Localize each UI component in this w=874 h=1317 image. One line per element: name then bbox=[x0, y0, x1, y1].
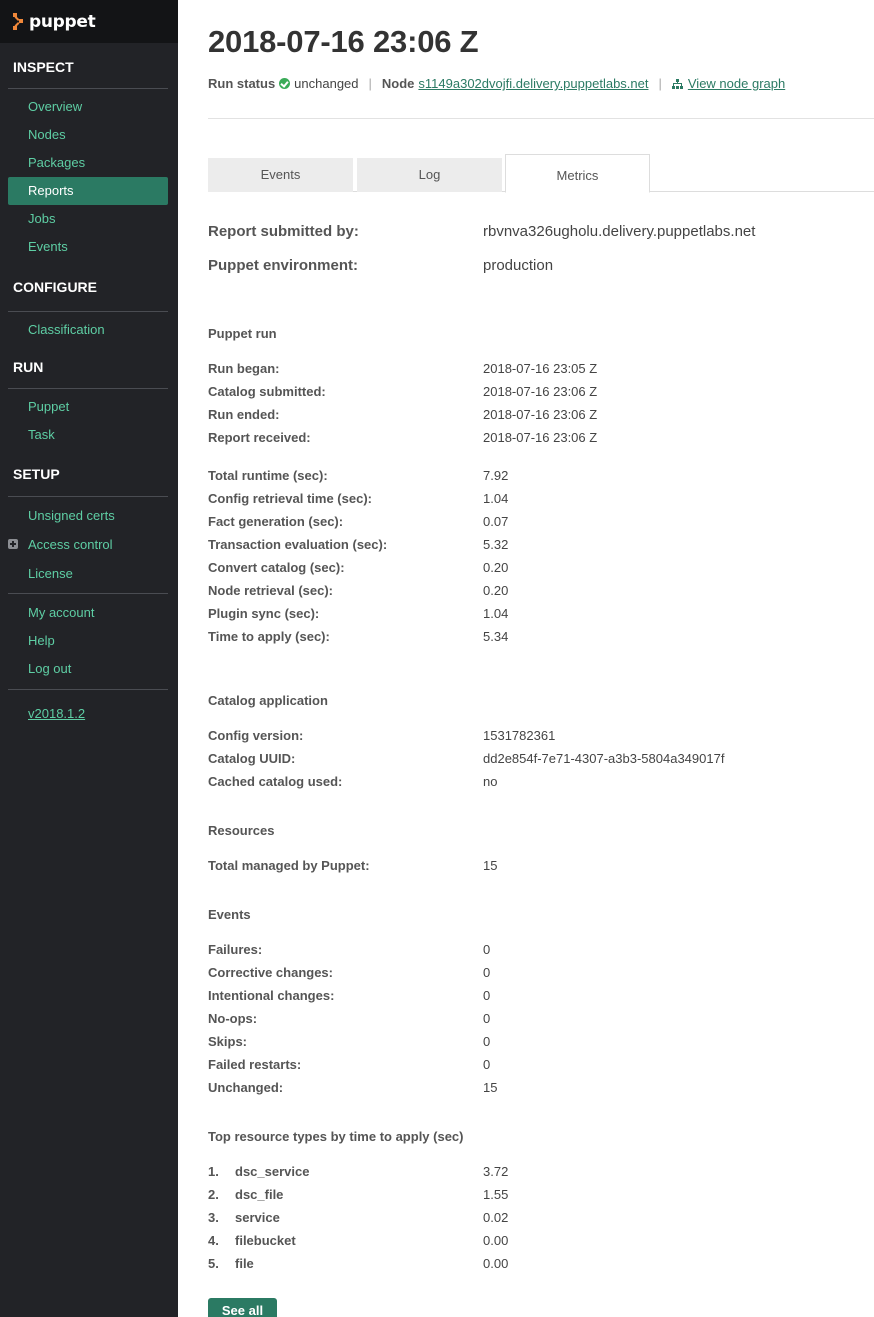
metric-value: 0.00 bbox=[483, 1256, 509, 1271]
summary-label: Puppet environment: bbox=[208, 257, 359, 274]
sidebar-item-label: Unsigned certs bbox=[28, 508, 115, 523]
metric-value: 3.72 bbox=[483, 1164, 509, 1179]
sidebar-item-packages[interactable] bbox=[0, 149, 178, 177]
metric-label: Node retrieval (sec): bbox=[208, 583, 333, 598]
ranked-row bbox=[208, 1185, 848, 1205]
metric-value: 2018-07-16 23:05 Z bbox=[483, 361, 598, 376]
sidebar-item-reports[interactable] bbox=[8, 177, 168, 205]
puppet-logo-icon bbox=[11, 11, 25, 33]
section-title-puppet-run: Puppet run bbox=[208, 326, 277, 341]
sidebar-item-my-account[interactable]: My account bbox=[28, 605, 95, 620]
metric-value: 15 bbox=[483, 1080, 498, 1095]
metric-row bbox=[208, 512, 848, 532]
metric-label: Failed restarts: bbox=[208, 1057, 302, 1072]
sidebar-item-license[interactable] bbox=[0, 559, 178, 588]
metric-label bbox=[208, 1162, 309, 1182]
sidebar-item-unsigned-certs[interactable] bbox=[0, 501, 178, 530]
metric-label: Config version: bbox=[208, 728, 304, 743]
sidebar-item-label: Puppet bbox=[28, 399, 70, 414]
run-status-label: Run status bbox=[208, 76, 276, 91]
page-title: 2018-07-16 23:06 Z bbox=[208, 24, 479, 59]
metric-value: 7.92 bbox=[483, 468, 509, 483]
metric-label: Config retrieval time (sec): bbox=[208, 491, 372, 506]
metric-row bbox=[208, 581, 848, 601]
metric-value: 2018-07-16 23:06 Z bbox=[483, 384, 598, 399]
nav-divider bbox=[8, 88, 168, 89]
nav-section-run: RUN bbox=[13, 359, 44, 375]
sidebar-item-puppet[interactable] bbox=[0, 393, 178, 421]
ranked-row bbox=[208, 1162, 848, 1182]
metric-label: No-ops: bbox=[208, 1011, 258, 1026]
tab-events[interactable]: Events bbox=[208, 158, 353, 192]
metric-row bbox=[208, 856, 848, 876]
app-name: puppet bbox=[29, 11, 96, 32]
metric-row bbox=[208, 749, 848, 769]
metric-label: Unchanged: bbox=[208, 1080, 284, 1095]
metric-value: 0 bbox=[483, 965, 491, 980]
metric-value: 2018-07-16 23:06 Z bbox=[483, 430, 598, 445]
sidebar-item-label: Jobs bbox=[28, 211, 56, 226]
metric-row bbox=[208, 604, 848, 624]
rank-number: 4. bbox=[208, 1233, 219, 1248]
version-link[interactable]: v2018.1.2 bbox=[28, 706, 86, 721]
metric-row bbox=[208, 1009, 848, 1029]
metric-row bbox=[208, 405, 848, 425]
metric-value: no bbox=[483, 774, 498, 789]
metric-value: 0 bbox=[483, 942, 491, 957]
logo-bar[interactable] bbox=[0, 0, 178, 43]
metric-value: 0.20 bbox=[483, 583, 509, 598]
metric-row bbox=[208, 359, 848, 379]
tab-log[interactable]: Log bbox=[357, 158, 502, 192]
section-title-top-resources: Top resource types by time to apply (sec) bbox=[208, 1129, 464, 1144]
section-title-catalog-application: Catalog application bbox=[208, 693, 328, 708]
metric-label: Catalog submitted: bbox=[208, 384, 326, 399]
sidebar-item-classification[interactable] bbox=[0, 316, 178, 344]
metric-row bbox=[208, 428, 848, 448]
metric-label: Fact generation (sec): bbox=[208, 514, 344, 529]
ranked-row bbox=[208, 1208, 848, 1228]
nav-divider bbox=[8, 496, 168, 497]
tab-metrics[interactable]: Metrics bbox=[505, 154, 650, 193]
tab-bar bbox=[208, 154, 874, 192]
metric-value: 1.55 bbox=[483, 1187, 509, 1202]
metric-value: 1.04 bbox=[483, 606, 509, 621]
nav-divider bbox=[8, 388, 168, 389]
header-divider bbox=[208, 118, 874, 119]
divider: | bbox=[658, 76, 662, 91]
section-title-events: Events bbox=[208, 907, 251, 922]
sidebar-item-overview[interactable] bbox=[0, 93, 178, 121]
metric-row bbox=[208, 1078, 848, 1098]
sitemap-icon bbox=[672, 79, 683, 89]
metric-label: Failures: bbox=[208, 942, 263, 957]
expand-plus-icon[interactable] bbox=[8, 539, 18, 549]
metric-row bbox=[208, 726, 848, 746]
nav-list bbox=[0, 43, 178, 728]
metric-value: 15 bbox=[483, 858, 498, 873]
metric-label: Time to apply (sec): bbox=[208, 629, 330, 644]
metric-value: dd2e854f-7e71-4307-a3b3-5804a349017f bbox=[483, 751, 725, 766]
sidebar-item-label: License bbox=[28, 566, 73, 581]
summary-value: production bbox=[483, 257, 554, 274]
metric-row bbox=[208, 466, 848, 486]
sidebar-item-label: Events bbox=[28, 239, 68, 254]
nav-divider bbox=[8, 689, 168, 690]
sidebar-item-task[interactable] bbox=[0, 421, 178, 449]
run-status-value: unchanged bbox=[294, 76, 359, 91]
run-meta bbox=[208, 76, 785, 91]
metric-row bbox=[208, 772, 848, 792]
resource-type: dsc_file bbox=[235, 1187, 284, 1202]
rank-number: 2. bbox=[208, 1187, 219, 1202]
metric-value: 0.07 bbox=[483, 514, 509, 529]
metric-value: 5.34 bbox=[483, 629, 509, 644]
sidebar-item-events[interactable] bbox=[0, 233, 178, 261]
metric-label: Cached catalog used: bbox=[208, 774, 343, 789]
metric-label bbox=[208, 1231, 296, 1251]
sidebar-item-jobs[interactable] bbox=[0, 205, 178, 233]
nav-section-inspect: INSPECT bbox=[13, 59, 74, 75]
sidebar-item-nodes[interactable] bbox=[0, 121, 178, 149]
metric-label: Run began: bbox=[208, 361, 280, 376]
sidebar-item-label: Packages bbox=[28, 155, 86, 170]
rank-number: 1. bbox=[208, 1164, 219, 1179]
sidebar-item-label: Access control bbox=[28, 537, 113, 552]
metric-label: Corrective changes: bbox=[208, 965, 333, 980]
sidebar-item-access-control[interactable] bbox=[0, 530, 178, 559]
check-circle-icon bbox=[279, 78, 290, 89]
metric-value: 0 bbox=[483, 1034, 491, 1049]
metric-value: 0.02 bbox=[483, 1210, 509, 1225]
metric-label: Skips: bbox=[208, 1034, 248, 1049]
resource-type: filebucket bbox=[235, 1233, 296, 1248]
node-label: Node bbox=[381, 76, 415, 91]
divider: | bbox=[368, 76, 372, 91]
metric-value: 0 bbox=[483, 988, 491, 1003]
metric-value: 1.04 bbox=[483, 491, 509, 506]
metric-label: Total runtime (sec): bbox=[208, 468, 328, 483]
sidebar-item-label: Reports bbox=[28, 183, 74, 198]
rank-number: 3. bbox=[208, 1210, 219, 1225]
metric-value: 0 bbox=[483, 1011, 491, 1026]
metric-label: Intentional changes: bbox=[208, 988, 335, 1003]
metric-label: Report received: bbox=[208, 430, 311, 445]
sidebar-item-label: Overview bbox=[28, 99, 83, 114]
metric-label: Transaction evaluation (sec): bbox=[208, 537, 388, 552]
sidebar-item-label: Task bbox=[28, 427, 55, 442]
metric-row bbox=[208, 535, 848, 555]
metric-label bbox=[208, 1208, 280, 1228]
metric-label: Plugin sync (sec): bbox=[208, 606, 320, 621]
summary-label: Report submitted by: bbox=[208, 223, 359, 240]
see-all-button[interactable]: See all bbox=[208, 1298, 277, 1317]
metric-value: 0.20 bbox=[483, 560, 509, 575]
sidebar-item-label: Nodes bbox=[28, 127, 66, 142]
metric-value: 1531782361 bbox=[483, 728, 556, 743]
metric-label: Total managed by Puppet: bbox=[208, 858, 370, 873]
main-content bbox=[178, 0, 874, 1317]
metric-row bbox=[208, 1055, 848, 1075]
metric-row bbox=[208, 1032, 848, 1052]
metric-value: 5.32 bbox=[483, 537, 509, 552]
resource-type: file bbox=[235, 1256, 254, 1271]
metric-row bbox=[208, 558, 848, 578]
resource-type: service bbox=[235, 1210, 280, 1225]
summary-value: rbvnva326ugholu.delivery.puppetlabs.net bbox=[483, 223, 756, 240]
metric-label: Run ended: bbox=[208, 407, 280, 422]
metric-label: Catalog UUID: bbox=[208, 751, 296, 766]
sidebar-item-help[interactable]: Help bbox=[28, 633, 55, 648]
section-title-resources: Resources bbox=[208, 823, 275, 838]
view-node-graph-link[interactable]: View node graph bbox=[687, 76, 786, 91]
metric-row bbox=[208, 986, 848, 1006]
sidebar-item-label: Classification bbox=[28, 322, 105, 337]
metric-row bbox=[208, 627, 848, 647]
metric-row bbox=[208, 940, 848, 960]
metric-value: 2018-07-16 23:06 Z bbox=[483, 407, 598, 422]
ranked-row bbox=[208, 1254, 848, 1274]
metric-row bbox=[208, 489, 848, 509]
sidebar-item-log-out[interactable]: Log out bbox=[28, 661, 72, 676]
nav-section-configure: CONFIGURE bbox=[13, 279, 97, 295]
ranked-row bbox=[208, 1231, 848, 1251]
sidebar bbox=[0, 0, 178, 1317]
metric-label: Convert catalog (sec): bbox=[208, 560, 345, 575]
metric-value: 0 bbox=[483, 1057, 491, 1072]
nav-divider bbox=[8, 593, 168, 594]
metric-label bbox=[208, 1185, 283, 1205]
metric-row bbox=[208, 382, 848, 402]
resource-type: dsc_service bbox=[235, 1164, 310, 1179]
rank-number: 5. bbox=[208, 1256, 219, 1271]
metric-label bbox=[208, 1254, 254, 1274]
nav-divider bbox=[8, 311, 168, 312]
metric-value: 0.00 bbox=[483, 1233, 509, 1248]
nav-section-setup: SETUP bbox=[13, 466, 60, 482]
metric-row bbox=[208, 963, 848, 983]
node-link[interactable]: s1149a302dvojfi.delivery.puppetlabs.net bbox=[418, 76, 649, 91]
